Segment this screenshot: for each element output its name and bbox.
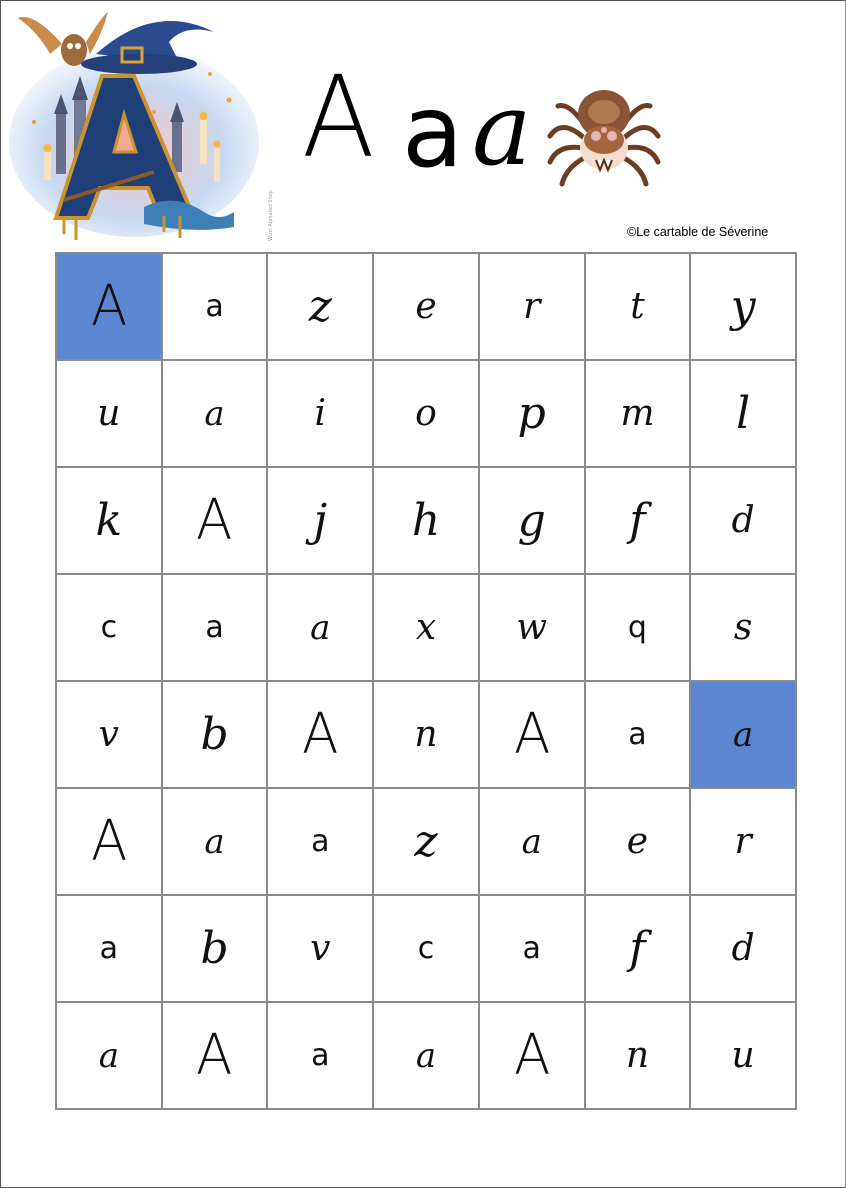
letter-cell-text: A	[90, 273, 128, 339]
letter-cell-text: A	[302, 701, 339, 767]
letter-cell-text: a	[415, 1035, 437, 1076]
letter-cell-text: a	[205, 609, 224, 645]
letter-cell[interactable]	[690, 895, 796, 1002]
letter-cell[interactable]	[56, 788, 162, 895]
letter-cell[interactable]	[162, 253, 268, 360]
letter-cell-text: m	[620, 392, 655, 434]
letter-cell[interactable]	[690, 467, 796, 574]
letter-cell[interactable]	[479, 360, 585, 467]
letter-cell[interactable]	[373, 360, 479, 467]
letter-cell-text: A	[196, 487, 233, 553]
letter-cell-text: s	[733, 606, 753, 648]
letter-cell[interactable]	[267, 467, 373, 574]
letter-cell-text: a	[204, 821, 225, 862]
letter-cell-text: a	[733, 714, 754, 755]
letter-cell[interactable]	[56, 360, 162, 467]
letter-cell[interactable]	[479, 788, 585, 895]
letter-cell-text: b	[200, 922, 229, 974]
letter-cell-text: c	[417, 930, 435, 966]
letter-cell[interactable]	[585, 681, 691, 788]
title-uppercase-letter: A	[301, 53, 375, 183]
letter-cell[interactable]	[585, 360, 691, 467]
letter-cell[interactable]	[373, 1002, 479, 1109]
letter-cell[interactable]	[162, 360, 268, 467]
letter-cell-text: b	[200, 708, 229, 760]
letter-cell-text: a	[311, 823, 330, 859]
letter-cell-text: p	[517, 387, 546, 439]
letter-cell[interactable]	[585, 895, 691, 1002]
letter-cell-text: t	[630, 285, 645, 327]
letter-cell-text: u	[97, 392, 121, 434]
letter-cell-text: A	[196, 1022, 233, 1088]
letter-cell[interactable]	[479, 681, 585, 788]
letter-cell-text: w	[516, 606, 548, 648]
letter-cell[interactable]	[162, 681, 268, 788]
letter-cell-text: d	[731, 927, 755, 969]
letter-cell-text: a	[99, 930, 119, 966]
letter-cell[interactable]	[690, 360, 796, 467]
letter-cell[interactable]	[267, 681, 373, 788]
title-cursive-lowercase-letter: a	[472, 71, 532, 188]
letter-cell[interactable]	[690, 253, 796, 360]
letter-cell-text: a	[310, 607, 331, 648]
letter-cell[interactable]	[479, 467, 585, 574]
letter-cell[interactable]	[267, 1002, 373, 1109]
letter-cell[interactable]	[585, 574, 691, 681]
letter-cell[interactable]	[690, 1002, 796, 1109]
letter-cell[interactable]	[690, 681, 796, 788]
letter-cell-text: a	[205, 288, 224, 324]
letter-cell-text: h	[411, 494, 441, 546]
letter-cell[interactable]	[162, 788, 268, 895]
letter-cell[interactable]	[56, 253, 162, 360]
letter-cell[interactable]	[267, 360, 373, 467]
letter-cell-text: A	[513, 1022, 550, 1088]
letter-cell-text: f	[629, 494, 646, 546]
letter-cell[interactable]	[56, 467, 162, 574]
letter-cell[interactable]	[585, 788, 691, 895]
copyright-text: ©Le cartable de Séverine	[627, 225, 769, 239]
letter-cell-text: A	[90, 808, 128, 874]
letter-cell-text: a	[98, 1035, 119, 1076]
letter-cell[interactable]	[585, 467, 691, 574]
letter-cell[interactable]	[373, 788, 479, 895]
wizard-letter-a-illustration	[4, 2, 266, 246]
letter-cell-text: g	[517, 494, 546, 546]
letter-cell-text: a	[521, 821, 542, 862]
letter-cell-text: A	[513, 701, 550, 767]
vertical-credit: Wizzi Alphabet Shop	[268, 190, 274, 242]
letter-cell[interactable]	[56, 895, 162, 1002]
letter-cell-text: l	[736, 387, 751, 439]
letter-cell-text: x	[415, 606, 437, 648]
letter-cell-text: y	[730, 280, 756, 332]
letter-cell[interactable]	[373, 574, 479, 681]
letter-cell-text: z	[414, 815, 438, 867]
letter-cell[interactable]	[585, 1002, 691, 1109]
letter-cell-text: j	[313, 494, 328, 546]
spider-icon	[544, 78, 664, 190]
letter-cell-text: e	[415, 285, 437, 327]
letter-cell[interactable]	[373, 253, 479, 360]
letter-cell[interactable]	[56, 1002, 162, 1109]
letter-cell-text: i	[314, 392, 327, 434]
letter-cell[interactable]	[162, 895, 268, 1002]
title-print-lowercase-letter: a	[402, 73, 464, 190]
letter-cell[interactable]	[56, 681, 162, 788]
letter-cell[interactable]	[690, 788, 796, 895]
letter-grid	[55, 252, 797, 1110]
letter-cell[interactable]	[479, 574, 585, 681]
letter-cell[interactable]	[267, 574, 373, 681]
letter-cell-text: c	[100, 609, 118, 645]
letter-cell-text: v	[98, 713, 120, 755]
letter-cell-text: a	[311, 1037, 330, 1073]
letter-cell-text: d	[731, 499, 755, 541]
letter-cell-text: r	[523, 285, 541, 327]
letter-cell[interactable]	[373, 895, 479, 1002]
letter-cell-text: a	[204, 393, 225, 434]
letter-cell-text: e	[626, 820, 649, 862]
letter-cell-text: u	[731, 1034, 755, 1076]
letter-cell[interactable]	[162, 1002, 268, 1109]
letter-cell[interactable]	[267, 895, 373, 1002]
letter-cell-text: v	[310, 927, 331, 969]
letter-cell-text: a	[628, 716, 647, 752]
letter-cell[interactable]	[162, 467, 268, 574]
letter-cell-text: q	[627, 609, 647, 645]
letter-cell-text: o	[415, 392, 437, 434]
letter-cell[interactable]	[373, 467, 479, 574]
letter-cell[interactable]	[479, 1002, 585, 1109]
letter-cell-text: a	[522, 930, 541, 966]
letter-cell[interactable]	[373, 681, 479, 788]
letter-cell-text: n	[414, 713, 438, 755]
letter-cell[interactable]	[162, 574, 268, 681]
letter-cell[interactable]	[267, 253, 373, 360]
letter-cell[interactable]	[479, 253, 585, 360]
letter-cell[interactable]	[56, 574, 162, 681]
letter-cell-text: z	[308, 280, 332, 332]
letter-cell[interactable]	[267, 788, 373, 895]
letter-cell-text: k	[95, 494, 123, 546]
letter-cell-text: f	[629, 922, 646, 974]
letter-cell[interactable]	[690, 574, 796, 681]
letter-cell[interactable]	[479, 895, 585, 1002]
letter-cell[interactable]	[585, 253, 691, 360]
letter-cell-text: r	[734, 820, 752, 862]
letter-cell-text: n	[625, 1034, 650, 1076]
